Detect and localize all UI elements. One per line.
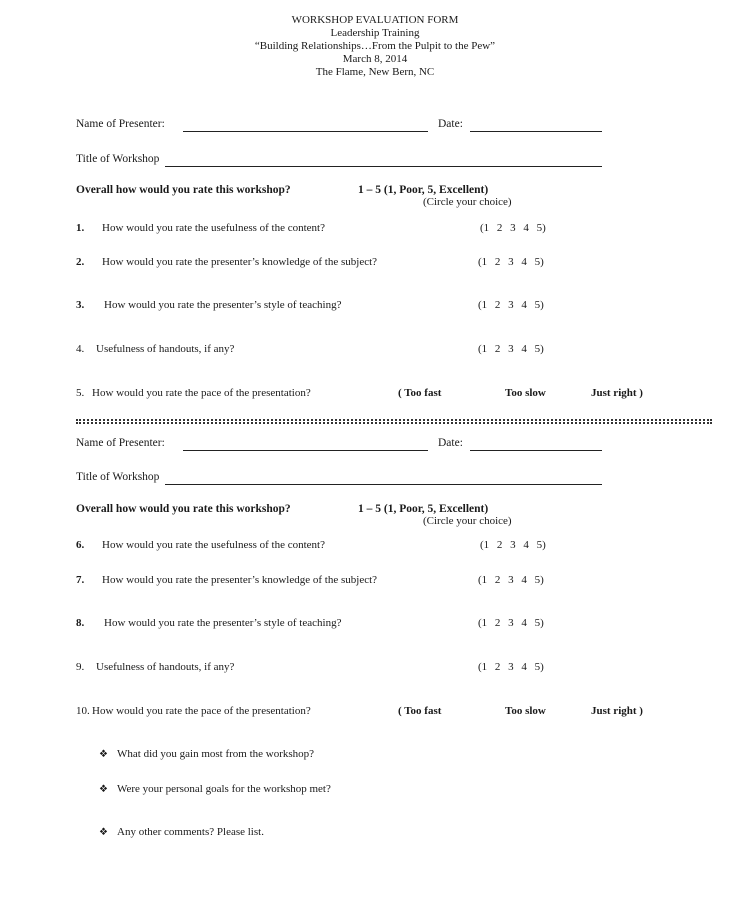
form-header: [0, 14, 750, 79]
workshop-title-field-2[interactable]: [165, 484, 602, 485]
q5-too-slow[interactable]: Too slow: [505, 387, 546, 399]
q2-rating[interactable]: (1 2 3 4 5): [478, 256, 544, 268]
q9-number: 9.: [76, 661, 85, 673]
q10-too-slow[interactable]: Too slow: [505, 705, 546, 717]
q4-rating[interactable]: (1 2 3 4 5): [478, 343, 544, 355]
q1-text: How would you rate the usefulness of the content?: [102, 222, 325, 234]
q8-number: 8.: [76, 617, 85, 629]
q4-number: 4.: [76, 343, 85, 355]
q10-just-right[interactable]: Just right ): [591, 705, 643, 717]
q3-rating[interactable]: (1 2 3 4 5): [478, 299, 544, 311]
section-separator: [76, 419, 712, 421]
diamond-bullet-icon: ❖: [99, 827, 108, 838]
q5-number: 5.: [76, 387, 85, 399]
q1-number: 1.: [76, 222, 85, 234]
bullet-comments-text: Any other comments? Please list.: [117, 826, 264, 838]
q4-text: Usefulness of handouts, if any?: [96, 343, 235, 355]
presenter-field[interactable]: [183, 131, 428, 132]
workshop-title-field[interactable]: [165, 166, 602, 167]
q8-text: How would you rate the presenter’s style of teaching?: [104, 617, 342, 629]
form-theme: “Building Relationships…From the Pulpit to the Pew”: [254, 40, 496, 52]
form-title: WORKSHOP EVALUATION FORM: [291, 14, 459, 26]
bullet-goals-text: Were your personal goals for the workshop met?: [117, 783, 331, 795]
q6-rating[interactable]: (1 2 3 4 5): [480, 539, 546, 551]
circle-note: (Circle your choice): [423, 196, 512, 208]
q9-rating[interactable]: (1 2 3 4 5): [478, 661, 544, 673]
presenter-label: Name of Presenter:: [76, 118, 165, 130]
q5-text: How would you rate the pace of the presentation?: [92, 387, 311, 399]
q5-just-right[interactable]: Just right ): [591, 387, 643, 399]
q9-text: Usefulness of handouts, if any?: [96, 661, 235, 673]
q7-rating[interactable]: (1 2 3 4 5): [478, 574, 544, 586]
q1-rating[interactable]: (1 2 3 4 5): [480, 222, 546, 234]
q8-rating[interactable]: (1 2 3 4 5): [478, 617, 544, 629]
presenter-field-2[interactable]: [183, 450, 428, 451]
workshop-title-label-2: Title of Workshop: [76, 471, 160, 483]
diamond-bullet-icon: ❖: [99, 784, 108, 795]
q6-number: 6.: [76, 539, 85, 551]
bullet-gain: [99, 748, 314, 760]
q7-number: 7.: [76, 574, 85, 586]
q3-text: How would you rate the presenter’s style of teaching?: [104, 299, 342, 311]
form-date: March 8, 2014: [342, 53, 408, 65]
q10-text: How would you rate the pace of the presentation?: [92, 705, 311, 717]
form-subtitle: Leadership Training: [330, 27, 420, 39]
circle-note-2: (Circle your choice): [423, 515, 512, 527]
diamond-bullet-icon: ❖: [99, 749, 108, 760]
q10-number: 10.: [76, 705, 90, 717]
date-label: Date:: [438, 118, 463, 130]
date-label-2: Date:: [438, 437, 463, 449]
workshop-title-label: Title of Workshop: [76, 153, 160, 165]
rating-scale: 1 – 5 (1, Poor, 5, Excellent): [358, 184, 489, 196]
date-field-2[interactable]: [470, 450, 602, 451]
presenter-label-2: Name of Presenter:: [76, 437, 165, 449]
q3-number: 3.: [76, 299, 85, 311]
overall-question: Overall how would you rate this workshop?: [76, 184, 291, 196]
form-location: The Flame, New Bern, NC: [315, 66, 435, 78]
q5-too-fast[interactable]: ( Too fast: [398, 387, 442, 399]
q2-number: 2.: [76, 256, 85, 268]
q7-text: How would you rate the presenter’s knowledge of the subject?: [102, 574, 378, 586]
q10-too-fast[interactable]: ( Too fast: [398, 705, 442, 717]
section-separator-2: [76, 422, 712, 424]
q2-text: How would you rate the presenter’s knowledge of the subject?: [102, 256, 378, 268]
overall-question-2: Overall how would you rate this workshop?: [76, 503, 291, 515]
date-field[interactable]: [470, 131, 602, 132]
q6-text: How would you rate the usefulness of the content?: [102, 539, 325, 551]
bullet-comments: [99, 826, 264, 838]
rating-scale-2: 1 – 5 (1, Poor, 5, Excellent): [358, 503, 489, 515]
bullet-gain-text: What did you gain most from the workshop?: [117, 748, 315, 760]
bullet-goals: [99, 783, 331, 795]
